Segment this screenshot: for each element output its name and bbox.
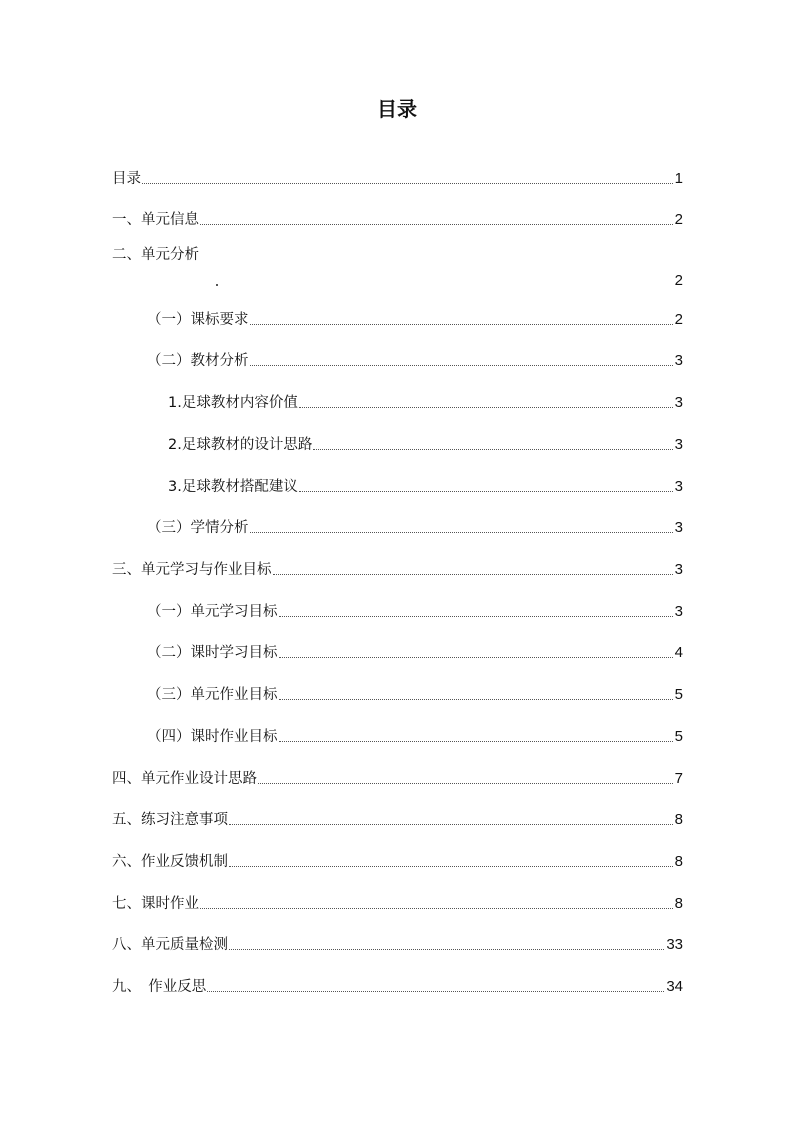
toc-entry[interactable] (147, 515, 683, 537)
toc-entry-label: 六、作业反馈机制 (112, 854, 228, 870)
toc-entry-label: 五、练习注意事项 (112, 812, 228, 828)
toc-entry-page: 8 (674, 895, 683, 912)
dot-leader (250, 324, 673, 325)
dot-leader (258, 783, 673, 784)
toc-entry[interactable] (147, 724, 683, 746)
toc-entry-page: 7 (674, 770, 683, 787)
toc-entry[interactable] (147, 640, 683, 662)
toc-entry-label: 目录 (112, 171, 141, 187)
toc-entry-page: 2 (674, 211, 683, 228)
toc-entry[interactable] (112, 246, 683, 290)
toc-entry-label: （三）学情分析 (147, 520, 249, 536)
toc-entry-page: 34 (666, 978, 683, 995)
toc-entry-label: 九、 作业反思 (112, 979, 207, 995)
toc-entry-page: 3 (674, 478, 683, 495)
toc-entry[interactable] (168, 390, 683, 412)
toc-entry[interactable] (147, 682, 683, 704)
dot-leader (250, 532, 673, 533)
dot-leader (200, 224, 673, 225)
toc-entry-label: （一）课标要求 (147, 312, 249, 328)
toc-entry[interactable] (112, 766, 683, 788)
toc-entry-label: （二）课时学习目标 (147, 645, 278, 661)
toc-entry-label: 3.足球教材搭配建议 (168, 479, 298, 495)
toc-entry-page: 2 (674, 272, 683, 289)
dot-leader (299, 407, 673, 408)
toc-entry-page: 3 (674, 436, 683, 453)
toc-entry-label: （一）单元学习目标 (147, 604, 278, 620)
toc-entry[interactable] (147, 348, 683, 370)
toc-entry-label: 三、单元学习与作业目标 (112, 562, 272, 578)
dot-leader (279, 657, 673, 658)
dot-leader (229, 866, 673, 867)
toc-entry-page: 5 (674, 728, 683, 745)
dot-leader (279, 699, 673, 700)
toc-entry[interactable] (147, 599, 683, 621)
toc-entry-page: 3 (674, 394, 683, 411)
toc-entry[interactable] (112, 932, 683, 954)
toc-entry-page: 3 (674, 603, 683, 620)
toc-entry-label: 一、单元信息 (112, 212, 199, 228)
toc-entry-label: 四、单元作业设计思路 (112, 771, 257, 787)
toc-entry-label: 二、单元分析 (112, 247, 199, 263)
toc-entry-page: 3 (674, 352, 683, 369)
dot-leader (229, 824, 673, 825)
dot-leader (299, 491, 673, 492)
toc-entry-page: 8 (674, 811, 683, 828)
dot-leader (313, 449, 672, 450)
dot-leader (216, 284, 218, 286)
toc-entry[interactable] (168, 474, 683, 496)
toc-entry-page: 4 (674, 644, 683, 661)
dot-leader (229, 949, 664, 950)
toc-entry-label: （二）教材分析 (147, 353, 249, 369)
dot-leader (279, 616, 673, 617)
toc-entry[interactable] (112, 891, 683, 913)
toc-entry-page: 5 (674, 686, 683, 703)
toc-entry-page: 3 (674, 561, 683, 578)
dot-leader (142, 183, 673, 184)
toc-entry[interactable] (112, 557, 683, 579)
toc-entry[interactable] (147, 307, 683, 329)
toc-entry-label: 2.足球教材的设计思路 (168, 437, 313, 453)
toc-entry-label: （四）课时作业目标 (147, 729, 278, 745)
toc-entry[interactable] (112, 207, 683, 229)
toc-entry-page: 2 (674, 311, 683, 328)
page-title: 目录 (377, 97, 417, 121)
toc-entry-page: 8 (674, 853, 683, 870)
dot-leader (250, 365, 673, 366)
toc-entry-label: 八、单元质量检测 (112, 937, 228, 953)
toc-entry-label: （三）单元作业目标 (147, 687, 278, 703)
dot-leader (273, 574, 673, 575)
toc-entry[interactable] (168, 432, 683, 454)
toc-entry[interactable] (112, 807, 683, 829)
toc-entry-page: 1 (674, 170, 683, 187)
toc-entry-label: 七、课时作业 (112, 896, 199, 912)
dot-leader (279, 741, 673, 742)
toc-entry[interactable] (112, 166, 683, 188)
dot-leader (207, 991, 664, 992)
toc-entry-page: 3 (674, 519, 683, 536)
toc-entry-label: 1.足球教材内容价值 (168, 395, 298, 411)
dot-leader (200, 908, 673, 909)
toc-entry[interactable] (112, 849, 683, 871)
toc-entry[interactable] (112, 974, 683, 996)
toc-entry-page: 33 (666, 936, 683, 953)
